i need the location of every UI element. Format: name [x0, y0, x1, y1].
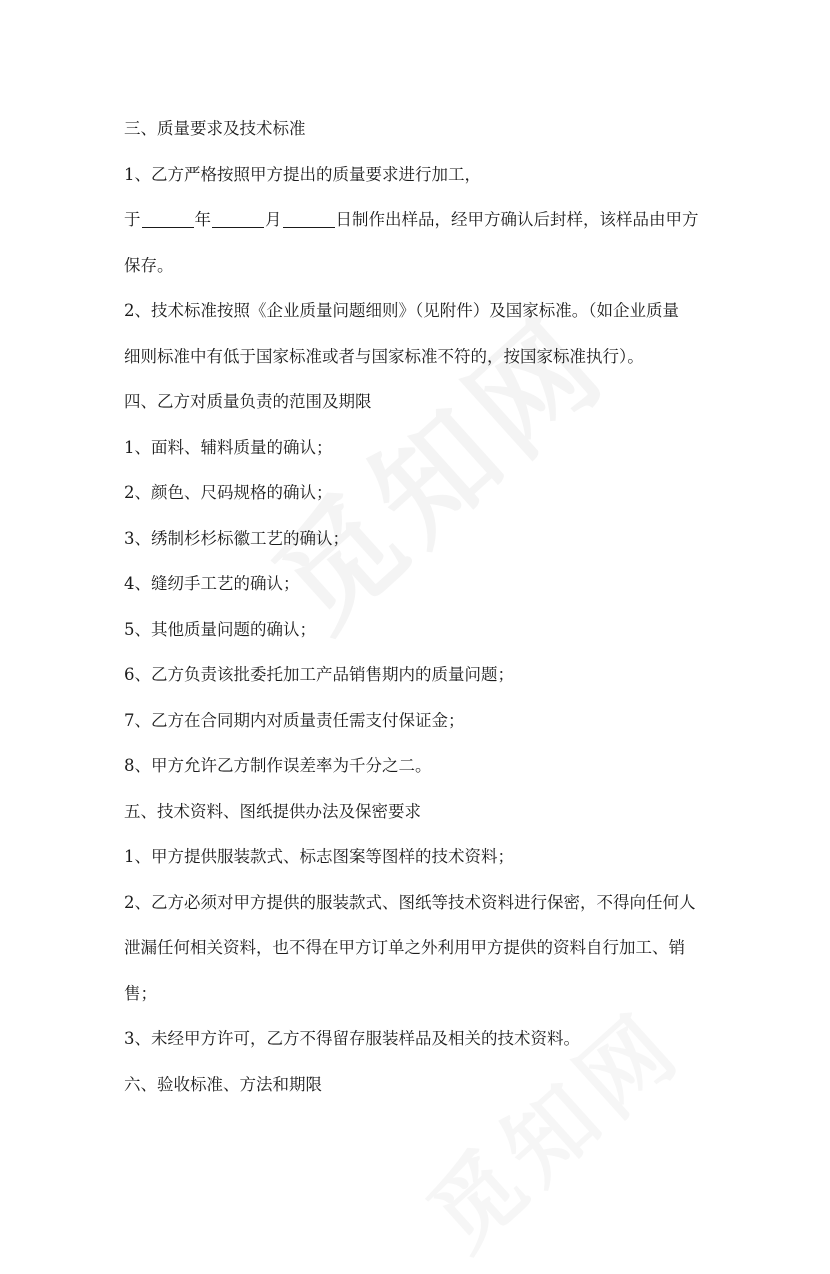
list-item: 6、乙方负责该批委托加工产品销售期内的质量问题； [124, 665, 514, 684]
list-item: 3、绣制杉杉标徽工艺的确认； [124, 528, 349, 548]
list-item: 7、乙方在合同期内对质量责任需支付保证金； [124, 710, 465, 730]
day-blank [283, 209, 335, 228]
date-prefix: 于 [124, 210, 141, 229]
list-item: 4、缝纫手工艺的确认； [124, 574, 300, 593]
document-body [124, 106, 724, 1107]
section-heading-5: 五、技术资料、图纸提供办法及保密要求 [124, 801, 421, 821]
year-blank [142, 209, 194, 228]
paragraph-line: 售； [124, 983, 157, 1003]
list-item: 8、甲方允许乙方制作误差率为千分之二。 [124, 756, 432, 775]
month-label: 月 [265, 210, 282, 229]
year-label: 年 [194, 210, 211, 229]
date-suffix: 日制作出样品，经甲方确认后封样，该样品由甲方 [335, 210, 699, 229]
paragraph-line: 2、技术标准按照《企业质量问题细则》（见附件）及国家标准。（如企业质量 [124, 301, 679, 320]
section-heading-3: 三、质量要求及技术标准 [124, 119, 306, 138]
list-item: 2、颜色、尺码规格的确认； [124, 483, 333, 502]
paragraph-line: 细则标准中有低于国家标准或者与国家标准不符的，按国家标准执行）。 [124, 346, 644, 366]
paragraph-line: 1、乙方严格按照甲方提出的质量要求进行加工， [124, 164, 481, 184]
paragraph-line: 保存。 [124, 255, 174, 275]
list-item: 5、其他质量问题的确认； [124, 619, 316, 639]
paragraph-line: 泄漏任何相关资料，也不得在甲方订单之外利用甲方提供的资料自行加工、销 [124, 938, 685, 957]
month-blank [212, 209, 264, 228]
list-item: 3、未经甲方许可，乙方不得留存服装样品及相关的技术资料。 [124, 1029, 580, 1048]
paragraph-line: 2、乙方必须对甲方提供的服装款式、图纸等技术资料进行保密，不得向任何人 [124, 892, 696, 912]
section-heading-6: 六、验收标准、方法和期限 [124, 1074, 322, 1094]
date-line [124, 197, 724, 243]
section-heading-4: 四、乙方对质量负责的范围及期限 [124, 392, 372, 411]
list-item: 1、面料、辅料质量的确认； [124, 437, 333, 457]
list-item: 1、甲方提供服装款式、标志图案等图样的技术资料； [124, 847, 514, 866]
